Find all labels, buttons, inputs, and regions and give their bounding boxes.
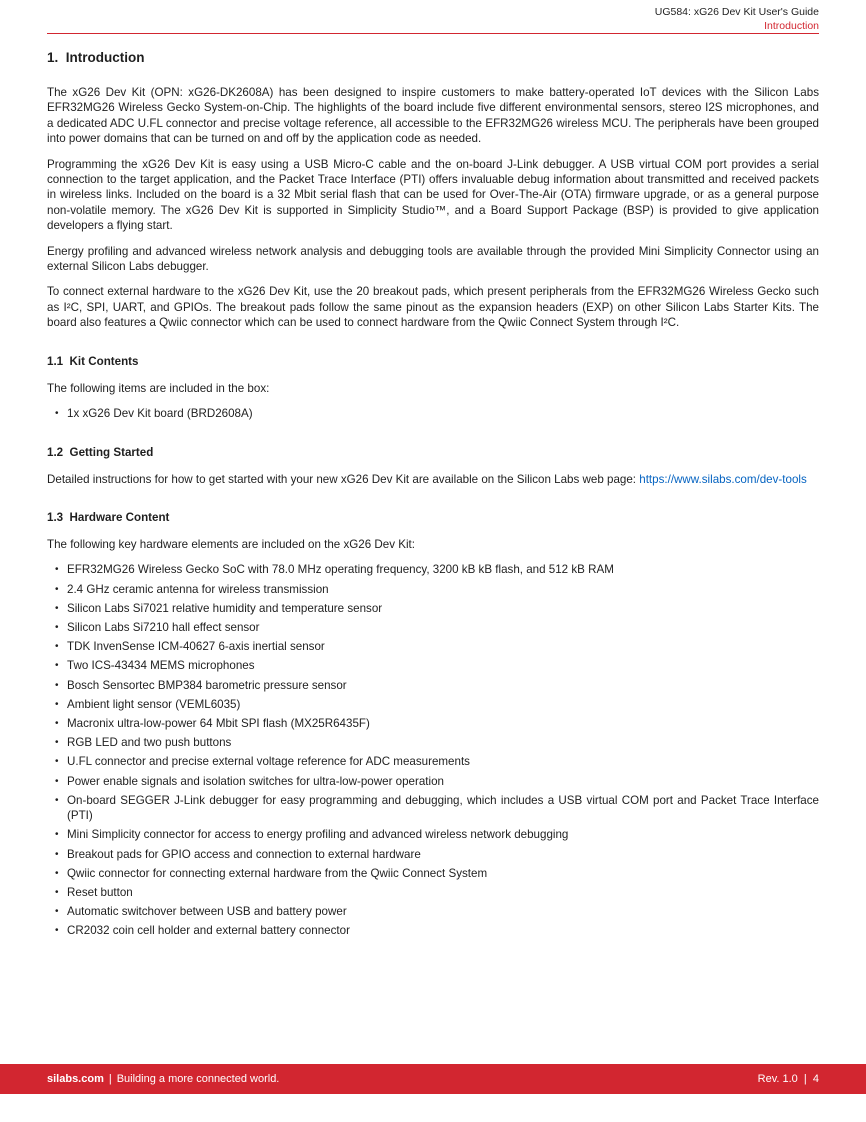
bullet-icon: • (55, 848, 59, 860)
bullet-icon: • (55, 641, 59, 653)
list-item-text: Qwiic connector for connecting external hardware from the Qwiic Connect System (67, 866, 488, 880)
list-item-text: Macronix ultra-low-power 64 Mbit SPI flash (MX25R6435F) (67, 716, 370, 730)
section-heading-introduction: 1. Introduction (47, 50, 145, 65)
bullet-icon: • (55, 717, 59, 729)
getting-started-paragraph (47, 472, 819, 487)
bullet-icon: • (55, 564, 59, 576)
bullet-icon: • (55, 925, 59, 937)
subsection-heading-getting-started: 1.2 Getting Started (47, 445, 154, 459)
list-item (47, 735, 819, 750)
doc-title: UG584: xG26 Dev Kit User's Guide (654, 6, 819, 18)
list-item (47, 639, 819, 654)
footer-branding (47, 1073, 279, 1085)
list-item-text: Ambient light sensor (VEML6035) (67, 697, 241, 711)
intro-paragraph-4: To connect external hardware to the xG26 Dev Kit, use the 20 breakout pads, which present peripherals from the EFR32MG26 Wireless Gecko such as I²C, SPI, UART, and GPIOs. The breakout pads follow the same pinout as the expansion headers (EXP) on other Silicon Labs Starter Kits. The board also features a Qwiic connector which can be used to connect hardware from the Qwiic Connect System through I²C. (47, 285, 819, 330)
content-area (47, 50, 819, 943)
list-item (47, 774, 819, 789)
list-item (47, 716, 819, 731)
subsection-heading-kit-contents: 1.1 Kit Contents (47, 354, 139, 368)
page-footer (0, 1064, 866, 1094)
bullet-icon: • (55, 756, 59, 768)
list-item-text: TDK InvenSense ICM-40627 6-axis inertial sensor (67, 640, 325, 654)
header-section-label: Introduction (764, 19, 819, 32)
header-rule (47, 33, 819, 34)
list-item (47, 923, 819, 938)
bullet-icon: • (55, 867, 59, 879)
dev-tools-link[interactable]: https://www.silabs.com/dev-tools (639, 472, 807, 486)
intro-paragraph-2: Programming the xG26 Dev Kit is easy using a USB Micro-C cable and the on-board J-Link debugger. A USB virtual COM port provides a serial connection to the target application, and the Packet Trace Interface (PTI) offers invaluable debug information about transmitted and received packets in wireless links. Included on the board is a 32 Mbit serial flash that can be used for Over-The-Air (OTA) firmware upgrade, or as a general purpose non-volatile memory. The xG26 Dev Kit is supported in Simplicity Studio™, and a Board Support Package (BSP) is provided to give application developers a flying start. (47, 157, 819, 233)
bullet-icon: • (55, 408, 59, 420)
intro-paragraph-1: The xG26 Dev Kit (OPN: xG26-DK2608A) has been designed to inspire customers to make battery-operated IoT devices with the Silicon Labs EFR32MG26 Wireless Gecko System-on-Chip. The highlights of the board include five different environmental sensors, stereo I2S microphones, and a dedicated ADC U.FL connector and precise voltage reference, all accessible to the EFR32MG26 wireless MCU. The peripherals have been grouped into power domains that can be turned on and off by the application code as needed. (47, 86, 819, 146)
bullet-icon: • (55, 698, 59, 710)
list-item-text: EFR32MG26 Wireless Gecko SoC with 78.0 MHz operating frequency, 3200 kB kB flash, and 512 kB RAM (67, 563, 614, 577)
list-item-text: Breakout pads for GPIO access and connection to external hardware (67, 847, 421, 861)
kit-contents-intro: The following items are included in the box: (47, 381, 270, 395)
hardware-content-list (47, 562, 819, 938)
list-item (47, 406, 819, 421)
kit-contents-list (47, 406, 819, 421)
hardware-content-intro: The following key hardware elements are included on the xG26 Dev Kit: (47, 537, 415, 551)
list-item-text: 1x xG26 Dev Kit board (BRD2608A) (67, 407, 253, 421)
list-item (47, 620, 819, 635)
list-item-text: Power enable signals and isolation switches for ultra-low-power operation (67, 774, 444, 788)
list-item (47, 885, 819, 900)
list-item-text: U.FL connector and precise external voltage reference for ADC measurements (67, 755, 470, 769)
bullet-icon: • (55, 660, 59, 672)
list-item-text: Bosch Sensortec BMP384 barometric pressure sensor (67, 678, 347, 692)
page-header (655, 6, 819, 33)
list-item-text: CR2032 coin cell holder and external battery connector (67, 924, 350, 938)
subsection-heading-hardware-content: 1.3 Hardware Content (47, 510, 170, 524)
bullet-icon: • (55, 829, 59, 841)
bullet-icon: • (55, 906, 59, 918)
list-item (47, 793, 819, 824)
footer-separator: | (108, 1073, 112, 1085)
bullet-icon: • (55, 886, 59, 898)
footer-site-link[interactable]: silabs.com (47, 1073, 104, 1085)
list-item (47, 866, 819, 881)
bullet-icon: • (55, 583, 59, 595)
list-item (47, 658, 819, 673)
getting-started-text: Detailed instructions for how to get started with your new xG26 Dev Kit are available on the Silicon Labs web page: (47, 472, 640, 486)
list-item (47, 697, 819, 712)
list-item-text: Two ICS-43434 MEMS microphones (67, 659, 255, 673)
list-item-text: Automatic switchover between USB and battery power (67, 905, 347, 919)
bullet-icon: • (55, 737, 59, 749)
list-item (47, 754, 819, 769)
bullet-icon: • (55, 621, 59, 633)
list-item-text: Silicon Labs Si7021 relative humidity and temperature sensor (67, 601, 383, 615)
bullet-icon: • (55, 602, 59, 614)
list-item-text: Silicon Labs Si7210 hall effect sensor (67, 620, 260, 634)
list-item (47, 678, 819, 693)
bullet-icon: • (55, 679, 59, 691)
list-item (47, 847, 819, 862)
bullet-icon: • (55, 794, 59, 806)
list-item (47, 827, 819, 842)
list-item-text: Mini Simplicity connector for access to energy profiling and advanced wireless network debugging (67, 828, 569, 842)
bullet-icon: • (55, 775, 59, 787)
footer-revision-page: Rev. 1.0 | 4 (757, 1073, 819, 1085)
list-item (47, 601, 819, 616)
footer-tagline: Building a more connected world. (116, 1073, 280, 1085)
intro-paragraph-3: Energy profiling and advanced wireless network analysis and debugging tools are available through the provided Mini Simplicity Connector using an external Silicon Labs debugger. (47, 244, 819, 274)
list-item (47, 904, 819, 919)
list-item-text: 2.4 GHz ceramic antenna for wireless transmission (67, 582, 329, 596)
list-item (47, 562, 819, 577)
list-item (47, 582, 819, 597)
list-item-text: RGB LED and two push buttons (67, 736, 232, 750)
list-item-text: Reset button (67, 885, 133, 899)
list-item-text: On-board SEGGER J-Link debugger for easy programming and debugging, which includes a USB virtual COM port and Packet Trace Interface (PTI) (67, 793, 819, 823)
